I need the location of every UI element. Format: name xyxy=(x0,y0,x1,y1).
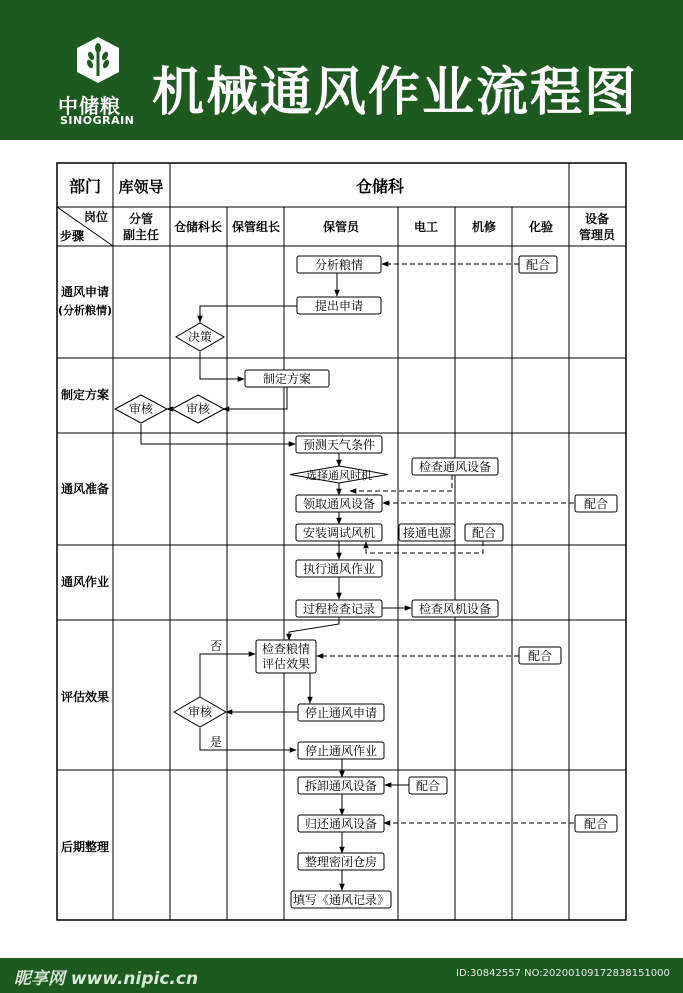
dashed-connectors xyxy=(314,264,574,823)
check-eval-label-2: 评估效果 xyxy=(261,657,311,671)
check-equip-label: 检查通风设备 xyxy=(418,460,492,474)
review-chief-label: 审核 xyxy=(185,402,211,416)
step-evaluate: 评估效果 xyxy=(60,690,110,704)
header-storage: 仓储科 xyxy=(355,177,405,196)
header-dept: 部门 xyxy=(68,177,102,196)
corner-role: 岗位 xyxy=(83,210,109,224)
power-label: 接通电源 xyxy=(402,526,452,540)
brand-name: 中储粮 xyxy=(58,94,121,118)
yes-label: 是 xyxy=(209,735,223,749)
execute-label: 执行通风作业 xyxy=(302,562,376,576)
step-operate: 通风作业 xyxy=(60,575,110,589)
make-plan-label: 制定方案 xyxy=(262,372,312,386)
role-mechanic: 机修 xyxy=(471,220,497,234)
watermark-id: ID:30842557 NO:20200109172838151000 xyxy=(456,968,670,979)
step-cleanup: 后期整理 xyxy=(60,840,110,854)
review-deputy-label: 审核 xyxy=(128,402,154,416)
step-apply-sub: (分析粮情) xyxy=(57,304,113,317)
forecast-label: 预测天气条件 xyxy=(302,438,376,452)
get-equip-label: 领取通风设备 xyxy=(302,497,376,511)
role-lab: 化验 xyxy=(528,220,554,234)
review-eval-label: 审核 xyxy=(187,705,213,719)
install-label: 安装调试风机 xyxy=(302,526,376,540)
choose-time-label: 选择通风时机 xyxy=(306,469,372,482)
decide-label: 决策 xyxy=(187,330,213,344)
check-eval-label-1: 检查粮情 xyxy=(261,642,311,656)
page-title: 机械通风作业流程图 xyxy=(152,63,639,123)
record-label: 填写《通风记录》 xyxy=(292,893,390,907)
analyze-label: 分析粮情 xyxy=(314,258,364,272)
process-boxes xyxy=(245,256,617,908)
role-equip-manager-2: 管理员 xyxy=(578,228,616,242)
dismantle-label: 拆卸通风设备 xyxy=(304,779,378,793)
role-deputy-2: 副主任 xyxy=(122,228,160,242)
footer-band xyxy=(0,958,683,993)
coop-lab2-label: 配合 xyxy=(527,649,553,663)
coop-elec-label: 配合 xyxy=(415,779,441,793)
step-plan: 制定方案 xyxy=(60,388,110,402)
role-equip-manager: 设备 xyxy=(584,212,610,226)
brand-name-en: SINOGRAIN xyxy=(60,114,135,127)
submit-label: 提出申请 xyxy=(314,299,364,313)
node-labels xyxy=(129,257,608,907)
table-headers xyxy=(60,177,616,243)
watermark-site: 昵享网 www.nipic.cn xyxy=(14,969,199,989)
corner-step: 步骤 xyxy=(59,229,85,243)
process-check-label: 过程检查记录 xyxy=(302,602,376,616)
stop-op-label: 停止通风作业 xyxy=(304,744,378,758)
role-team-leader: 保管组长 xyxy=(231,220,281,234)
step-apply: 通风申请 xyxy=(60,285,110,299)
step-prepare: 通风准备 xyxy=(60,482,110,496)
coop-mgr2-label: 配合 xyxy=(583,817,609,831)
check-fan-label: 检查风机设备 xyxy=(418,602,492,616)
step-labels xyxy=(58,284,112,854)
no-label: 否 xyxy=(209,639,223,653)
role-section-chief: 仓储科长 xyxy=(173,220,223,234)
role-deputy: 分管 xyxy=(128,212,154,226)
connectors xyxy=(141,273,411,890)
role-electrician: 电工 xyxy=(413,220,439,234)
stop-apply-label: 停止通风申请 xyxy=(304,706,378,720)
coop-mgr1-label: 配合 xyxy=(583,497,609,511)
header-leader: 库领导 xyxy=(118,178,164,196)
coop-lab1-label: 配合 xyxy=(525,258,551,272)
return-equip-label: 归还通风设备 xyxy=(304,817,378,831)
role-keeper: 保管员 xyxy=(322,220,360,234)
coop-mech-label: 配合 xyxy=(471,526,497,540)
seal-label: 整理密闭仓房 xyxy=(304,855,378,869)
